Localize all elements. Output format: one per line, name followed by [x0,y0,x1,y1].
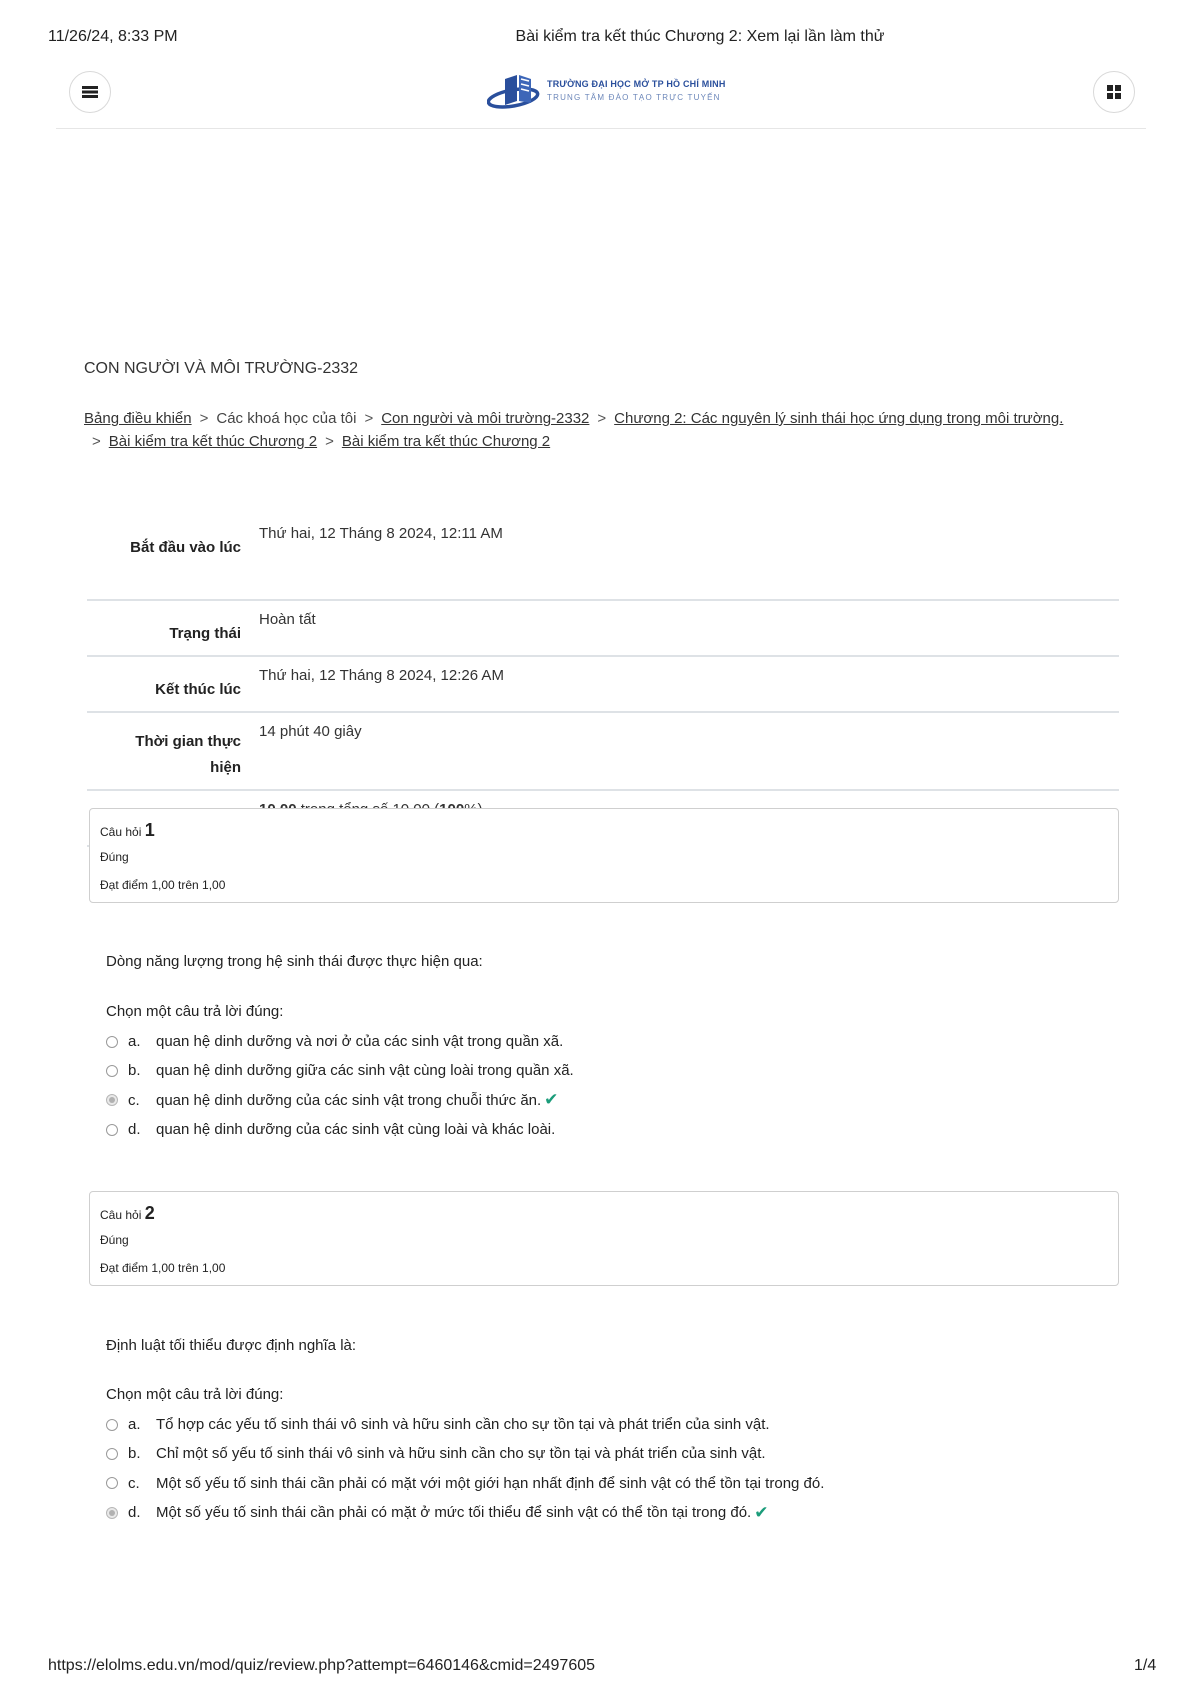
print-page-title: Bài kiểm tra kết thúc Chương 2: Xem lại lần làm thử [515,28,885,45]
breadcrumb-course[interactable]: Con người và môi trường-2332 [381,410,590,427]
breadcrumb-separator: > [597,410,607,427]
breadcrumb-quiz-review[interactable]: Bài kiểm tra kết thúc Chương 2 [341,433,551,450]
state-value: Hoàn tất [259,600,1119,656]
radio-button[interactable] [106,1065,118,1077]
answer-option[interactable] [106,1027,574,1056]
question-number: 2 [144,1203,155,1223]
logo-emblem-icon [487,73,545,111]
summary-row-started [87,515,1119,600]
state-label: Trạng thái [87,600,259,656]
breadcrumb-chapter[interactable]: Chương 2: Các nguyên lý sinh thái học ứng dụng trong môi trường. [614,410,1064,427]
summary-row-state [87,600,1119,656]
answer-option[interactable] [106,1410,824,1439]
correct-check-icon: ✔ [544,1090,559,1110]
answer-text: Tổ hợp các yếu tố sinh thái vô sinh và hữu sinh cần cho sự tồn tại và phát triển của sinh vật. [156,1416,770,1434]
breadcrumb-separator: > [364,410,374,427]
answer-text: quan hệ dinh dưỡng của các sinh vật trong chuỗi thức ăn. [156,1091,542,1109]
answer-text: Chỉ một số yếu tố sinh thái vô sinh và hữu sinh cần cho sự tồn tại và phát triển của sinh vật. [156,1445,766,1463]
radio-button[interactable] [106,1124,118,1136]
answer-option[interactable] [106,1115,574,1144]
answer-prompt: Chọn một câu trả lời đúng: [106,1003,284,1020]
time-taken-label-line1: Thời gian thực [135,733,241,750]
header-divider [56,128,1146,129]
print-url: https://elolms.edu.vn/mod/quiz/review.php?attempt=6460146&cmid=2497605 [48,1657,596,1674]
answer-list [106,1410,824,1527]
print-page-number: 1/4 [1134,1657,1157,1674]
answer-text: Một số yếu tố sinh thái cần phải có mặt với một giới hạn nhất định để sinh vật có thể tồn tại trong đó. [156,1474,825,1492]
summary-row-time-taken [87,712,1119,790]
started-value: Thứ hai, 12 Tháng 8 2024, 12:11 AM [259,515,1119,600]
time-taken-label-line2: hiện [210,759,241,776]
question-info-box [89,1191,1119,1286]
question-label: Câu hỏi [100,825,142,839]
correct-check-icon: ✔ [754,1502,769,1522]
site-logo[interactable] [487,73,727,111]
answer-letter: b. [128,1062,141,1080]
breadcrumb-line-2 [92,430,1132,453]
print-datetime: 11/26/24, 8:33 PM [48,28,178,45]
answer-letter: a. [128,1416,141,1434]
answer-letter: b. [128,1445,141,1463]
logo-line1: TRƯỜNG ĐẠI HỌC MỞ TP HỒ CHÍ MINH [547,79,726,89]
logo-line2: TRUNG TÂM ĐÀO TẠO TRỰC TUYẾN [547,93,721,102]
breadcrumb [84,407,1124,430]
attempt-summary-table [87,515,1119,847]
answer-prompt: Chọn một câu trả lời đúng: [106,1386,284,1403]
question-state: Đúng [100,1233,129,1247]
radio-button-selected[interactable] [106,1507,118,1519]
apps-menu-button[interactable] [1093,71,1135,113]
answer-text: quan hệ dinh dưỡng giữa các sinh vật cùng loài trong quần xã. [156,1062,574,1080]
answer-option[interactable] [106,1469,824,1498]
question-label: Câu hỏi [100,1208,142,1222]
question-grade: Đạt điểm 1,00 trên 1,00 [100,1261,226,1275]
grid-icon [1106,84,1122,100]
completed-value: Thứ hai, 12 Tháng 8 2024, 12:26 AM [259,656,1119,712]
breadcrumb-quiz[interactable]: Bài kiểm tra kết thúc Chương 2 [108,433,318,450]
question-text: Dòng năng lượng trong hệ sinh thái được thực hiện qua: [106,953,483,970]
breadcrumb-dashboard[interactable]: Bảng điều khiển [84,410,192,427]
answer-list [106,1027,574,1144]
answer-text: quan hệ dinh dưỡng của các sinh vật cùng loài và khác loài. [156,1121,556,1139]
answer-option-selected[interactable] [106,1086,574,1115]
radio-button-selected[interactable] [106,1094,118,1106]
breadcrumb-my-courses: Các khoá học của tôi [216,410,357,427]
answer-letter: a. [128,1033,141,1051]
question-info-box [89,808,1119,903]
radio-button[interactable] [106,1477,118,1489]
question-number: 1 [144,820,155,840]
breadcrumb-separator: > [92,433,101,450]
answer-letter: c. [128,1474,140,1492]
answer-text: quan hệ dinh dưỡng và nơi ở của các sinh vật trong quần xã. [156,1033,564,1051]
hamburger-icon [82,85,98,99]
answer-option-selected[interactable] [106,1498,824,1527]
answer-letter: c. [128,1091,140,1109]
time-taken-value: 14 phút 40 giây [259,712,1119,790]
nav-drawer-button[interactable] [69,71,111,113]
answer-text: Một số yếu tố sinh thái cần phải có mặt ở mức tối thiểu để sinh vật có thể tồn tại trong đó. [156,1504,752,1522]
radio-button[interactable] [106,1036,118,1048]
course-title: CON NGƯỜI VÀ MÔI TRƯỜNG-2332 [84,360,359,377]
breadcrumb-separator: > [325,433,334,450]
answer-letter: d. [128,1121,141,1139]
answer-option[interactable] [106,1056,574,1085]
question-grade: Đạt điểm 1,00 trên 1,00 [100,878,226,892]
summary-row-completed [87,656,1119,712]
breadcrumb-separator: > [199,410,209,427]
answer-option[interactable] [106,1439,824,1468]
answer-letter: d. [128,1504,141,1522]
question-state: Đúng [100,850,129,864]
time-taken-label [87,712,259,790]
radio-button[interactable] [106,1448,118,1460]
radio-button[interactable] [106,1419,118,1431]
question-text: Định luật tối thiểu được định nghĩa là: [106,1337,357,1354]
completed-label: Kết thúc lúc [87,656,259,712]
started-label: Bắt đầu vào lúc [87,515,259,600]
